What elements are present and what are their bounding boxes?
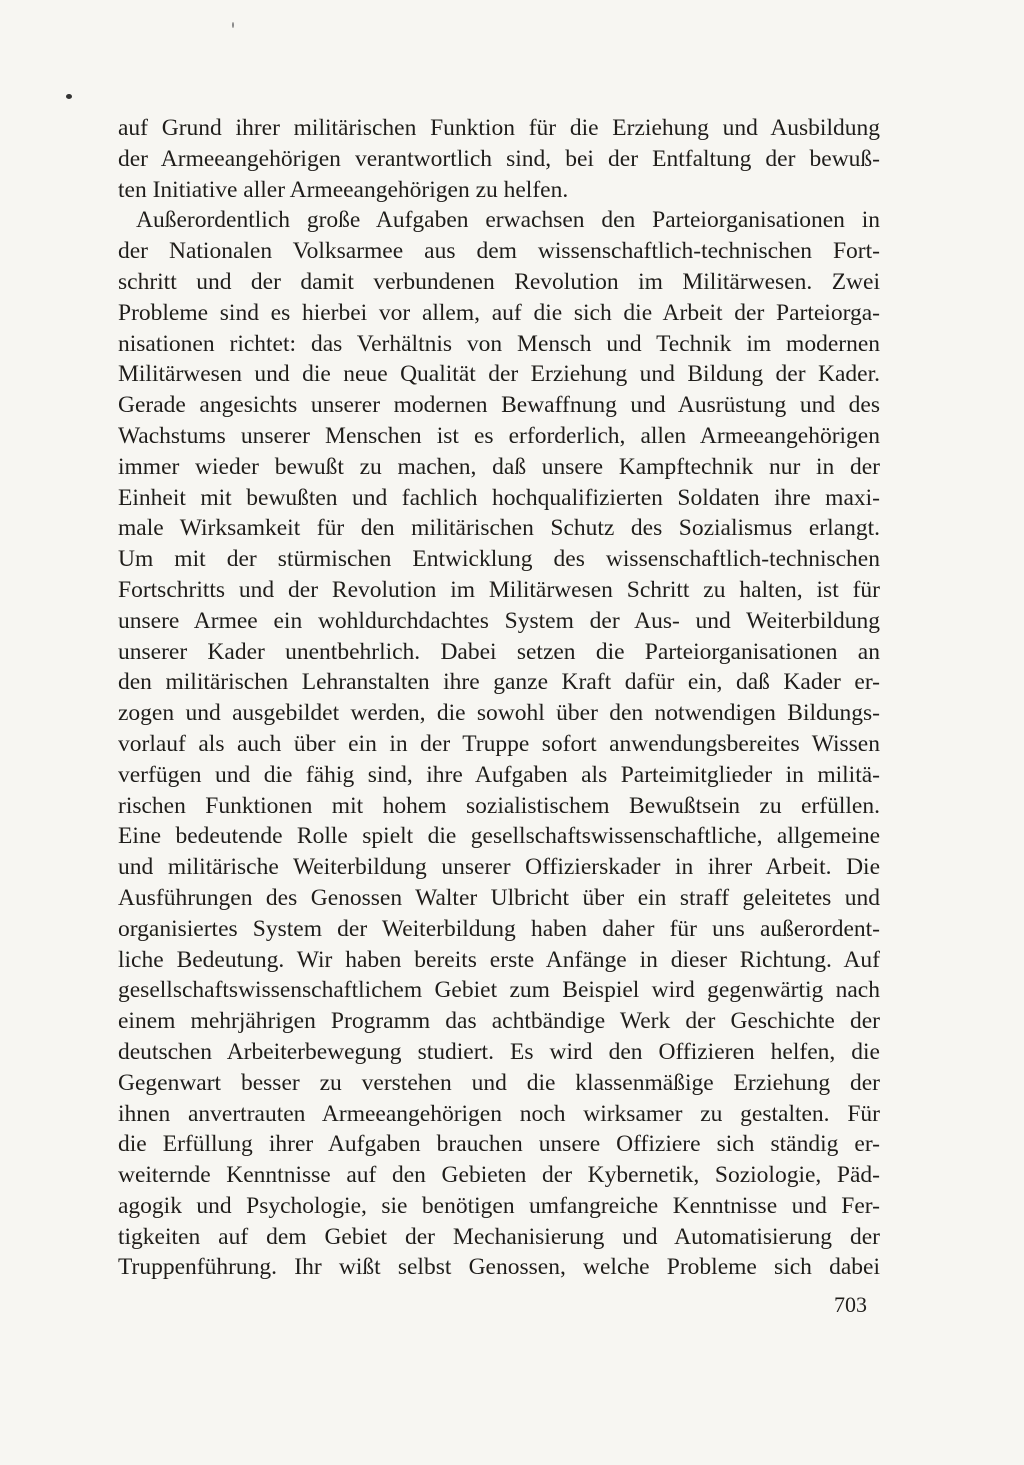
- text-line: Militärwesen und die neue Qualität der Erziehung und Bildung der Kader.: [118, 361, 880, 388]
- scan-speck: [66, 94, 72, 99]
- text-line: und militärische Weiterbildung unserer Offizierskader in ihrer Arbeit. Die: [118, 854, 880, 881]
- text-line: weiternde Kenntnisse auf den Gebieten der Kybernetik, Soziologie, Päd-: [118, 1162, 880, 1189]
- text-line: der Armeeangehörigen verantwortlich sind, bei der Entfaltung der bewuß-: [118, 145, 880, 172]
- text-line: agogik und Psychologie, sie benötigen umfangreiche Kenntnisse und Fer-: [118, 1192, 880, 1219]
- text-line: der Nationalen Volksarmee aus dem wissenschaftlich-technischen Fort-: [118, 238, 880, 265]
- text-line: unsere Armee ein wohldurchdachtes System der Aus- und Weiterbildung: [118, 607, 880, 634]
- text-line: unserer Kader unentbehrlich. Dabei setzen die Parteiorganisationen an: [118, 638, 880, 665]
- text-line: Fortschritts und der Revolution im Militärwesen Schritt zu halten, ist für: [118, 576, 880, 603]
- text-line: Ausführungen des Genossen Walter Ulbricht über ein straff geleitetes und: [118, 884, 880, 911]
- text-line: liche Bedeutung. Wir haben bereits erste Anfänge in dieser Richtung. Auf: [118, 946, 880, 973]
- text-line: Einheit mit bewußten und fachlich hochqualifizierten Soldaten ihre maxi-: [118, 484, 880, 511]
- text-line: Truppenführung. Ihr wißt selbst Genossen, welche Probleme sich dabei: [118, 1254, 880, 1281]
- text-line: vorlauf als auch über ein in der Truppe sofort anwendungsbereites Wissen: [118, 730, 880, 757]
- text-line: organisiertes System der Weiterbildung haben daher für uns außerordent-: [118, 915, 880, 942]
- text-line: nisationen richtet: das Verhältnis von Mensch und Technik im modernen: [118, 330, 880, 357]
- text-line: schritt und der damit verbundenen Revolution im Militärwesen. Zwei: [118, 268, 880, 295]
- text-line: die Erfüllung ihrer Aufgaben brauchen unsere Offiziere sich ständig er-: [118, 1131, 880, 1158]
- text-line: zogen und ausgebildet werden, die sowohl über den notwendigen Bildungs-: [118, 700, 880, 727]
- text-line: den militärischen Lehranstalten ihre ganze Kraft dafür ein, daß Kader er-: [118, 669, 880, 696]
- text-line: Wachstums unserer Menschen ist es erforderlich, allen Armeeangehörigen: [118, 422, 880, 449]
- text-line: auf Grund ihrer militärischen Funktion für die Erziehung und Ausbildung: [118, 115, 880, 141]
- text-line: tigkeiten auf dem Gebiet der Mechanisierung und Automatisierung der: [118, 1223, 880, 1250]
- text-line: Probleme sind es hierbei vor allem, auf die sich die Arbeit der Parteiorga-: [118, 299, 880, 326]
- page-number: 703: [834, 1292, 867, 1317]
- text-line: einem mehrjährigen Programm das achtbändige Werk der Geschichte der: [118, 1008, 880, 1035]
- text-line: Gegenwart besser zu verstehen und die klassenmäßige Erziehung der: [118, 1069, 880, 1096]
- text-line: deutschen Arbeiterbewegung studiert. Es wird den Offizieren helfen, die: [118, 1038, 880, 1065]
- scan-speck: [232, 22, 234, 28]
- text-line: Eine bedeutende Rolle spielt die gesellschaftswissenschaftliche, allgemeine: [118, 823, 880, 850]
- text-line: male Wirksamkeit für den militärischen Schutz des Sozialismus erlangt.: [118, 515, 880, 542]
- text-line: immer wieder bewußt zu machen, daß unsere Kampftechnik nur in der: [118, 453, 880, 480]
- body-text: [118, 113, 880, 1283]
- text-line: ten Initiative aller Armeeangehörigen zu helfen.: [118, 176, 569, 203]
- text-line: Außerordentlich große Aufgaben erwachsen den Parteiorganisationen in: [136, 207, 880, 234]
- text-line: verfügen und die fähig sind, ihre Aufgaben als Parteimitglieder in militä-: [118, 761, 880, 788]
- text-line: gesellschaftswissenschaftlichem Gebiet zum Beispiel wird gegenwärtig nach: [118, 977, 880, 1004]
- text-line: ihnen anvertrauten Armeeangehörigen noch wirksamer zu gestalten. Für: [118, 1100, 880, 1127]
- text-line: Gerade angesichts unserer modernen Bewaffnung und Ausrüstung und des: [118, 392, 880, 419]
- text-line: Um mit der stürmischen Entwicklung des wissenschaftlich-technischen: [118, 546, 880, 573]
- text-line: rischen Funktionen mit hohem sozialistischem Bewußtsein zu erfüllen.: [118, 792, 880, 819]
